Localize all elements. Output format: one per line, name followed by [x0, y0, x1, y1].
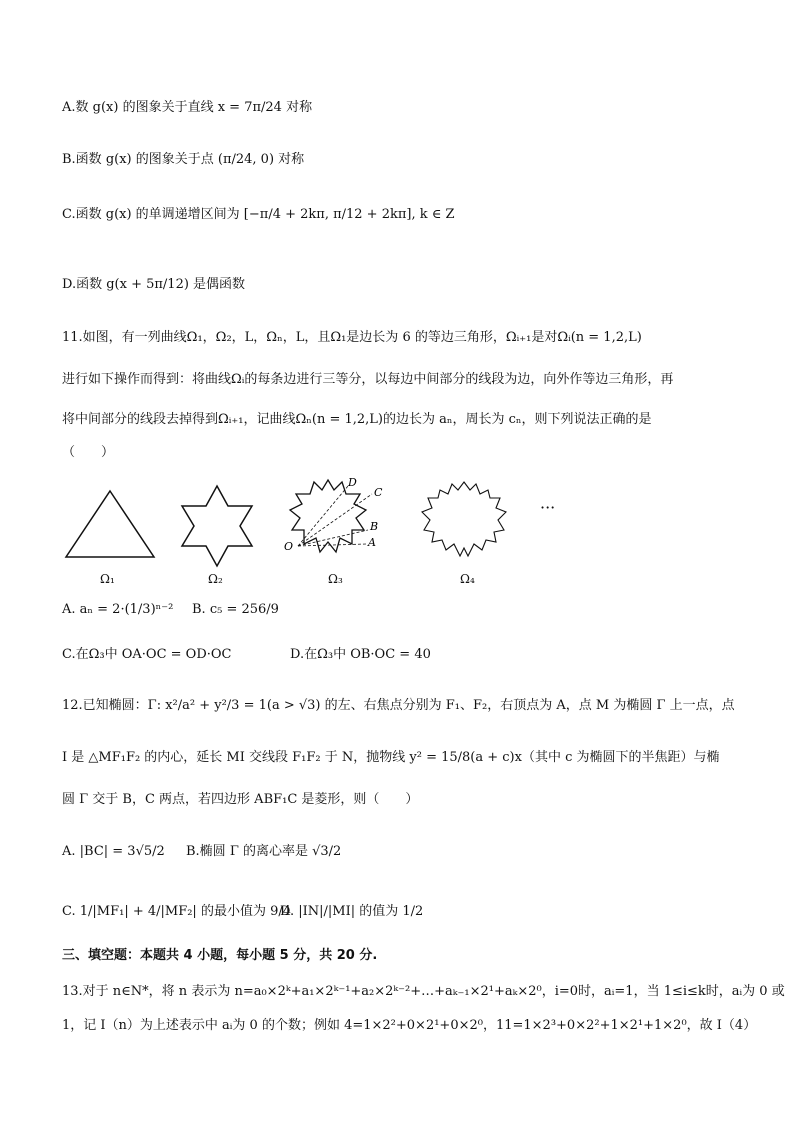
q11-option-d: D.在Ω₃中 OB·OC = 40	[290, 647, 431, 662]
q10-option-d: D.函数 g(x + 5π/12) 是偶函数	[62, 277, 246, 292]
figure-label-omega3: Ω₃	[328, 572, 343, 586]
q12-option-c: C. 1/|MF₁| + 4/|MF₂| 的最小值为 9/4	[62, 904, 291, 919]
section-three-heading: 三、填空题：本题共 4 小题，每小题 5 分，共 20 分.	[62, 948, 378, 963]
figure-label-omega4: Ω₄	[460, 572, 475, 586]
point-o-label: O	[284, 540, 294, 553]
q12-option-b: B.椭圆 Γ 的离心率是 √3/2	[186, 844, 342, 859]
q13-line1: 13.对于 n∈N*，将 n 表示为 n=a₀×2ᵏ+a₁×2ᵏ⁻¹+a₂×2ᵏ⁻²+…+aₖ₋₁×2¹+aₖ×2⁰，i=0时，aᵢ=1，当 1≤i≤k时，aᵢ为 0 或	[62, 984, 785, 999]
point-b-label: B	[370, 520, 379, 533]
q13-line2: 1，记 I（n）为上述表示中 aᵢ为 0 的个数；例如 4=1×2²+0×2¹+0×2⁰，11=1×2³+0×2²+1×2¹+1×2⁰，故 I（4）	[62, 1018, 757, 1033]
segment-oa	[298, 544, 366, 546]
segment-ob	[298, 530, 368, 546]
q12-stem-line1: 12.已知椭圆：Γ: x²/a² + y²/3 = 1(a > √3) 的左、右焦点分别为 F₁、F₂，右顶点为 A，点 M 为椭圆 Γ 上一点，点	[62, 698, 735, 713]
figure-label-omega1: Ω₁	[100, 572, 115, 586]
q12-option-d: D. |IN|/|MI| 的值为 1/2	[280, 904, 424, 919]
q11-option-b: B. c₅ = 256/9	[192, 602, 279, 617]
star-shape	[182, 486, 252, 566]
point-c-label: C	[374, 486, 383, 499]
q12-stem-line3: 圆 Γ 交于 B，C 两点，若四边形 ABF₁C 是菱形，则（ ）	[62, 792, 419, 807]
figure-omega1-triangle	[60, 485, 160, 565]
figure-omega3-snowflake	[280, 472, 395, 572]
q10-option-b: B.函数 g(x) 的图象关于点 (π/24, 0) 对称	[62, 152, 305, 167]
figure-omega2-star	[172, 480, 262, 570]
figure-label-omega2: Ω₂	[208, 572, 223, 586]
q10-option-a: A.数 g(x) 的图象关于直线 x = 7π/24 对称	[62, 100, 313, 115]
q11-option-a: A. aₙ = 2·(1/3)ⁿ⁻²	[62, 602, 174, 617]
q11-stem-line3: 将中间部分的线段去掉得到Ωᵢ₊₁，记曲线Ωₙ(n = 1,2,L)的边长为 aₙ，周长为 cₙ，则下列说法正确的是	[62, 412, 652, 427]
snowflake-shape	[290, 480, 366, 552]
q11-answer-paren: （ ）	[62, 445, 115, 460]
q11-option-c: C.在Ω₃中 OA·OC = OD·OC	[62, 647, 232, 662]
q12-option-a: A. |BC| = 3√5/2	[62, 844, 165, 859]
q11-stem-line2: 进行如下操作而得到：将曲线Ωᵢ的每条边进行三等分，以每边中间部分的线段为边，向外作等边三角形，再	[62, 372, 674, 387]
triangle-shape	[66, 491, 154, 557]
koch-shape	[422, 482, 506, 556]
q11-stem-line1: 11.如图，有一列曲线Ω₁，Ω₂，L，Ωₙ，L，且Ω₁是边长为 6 的等边三角形，Ωᵢ₊₁是对Ωᵢ(n = 1,2,L)	[62, 330, 642, 345]
figure-ellipsis: ···	[540, 498, 556, 517]
figure-omega4-koch-snowflake	[412, 476, 517, 571]
q12-stem-line2: I 是 △MF₁F₂ 的内心，延长 MI 交线段 F₁F₂ 于 N，抛物线 y² = 15/8(a + c)x（其中 c 为椭圆下的半焦距）与椭	[62, 750, 720, 765]
point-d-label: D	[348, 476, 357, 489]
point-a-label: A	[368, 536, 376, 549]
q10-option-c: C.函数 g(x) 的单调递增区间为 [−π/4 + 2kπ, π/12 + 2kπ], k ∈ Z	[62, 207, 455, 222]
